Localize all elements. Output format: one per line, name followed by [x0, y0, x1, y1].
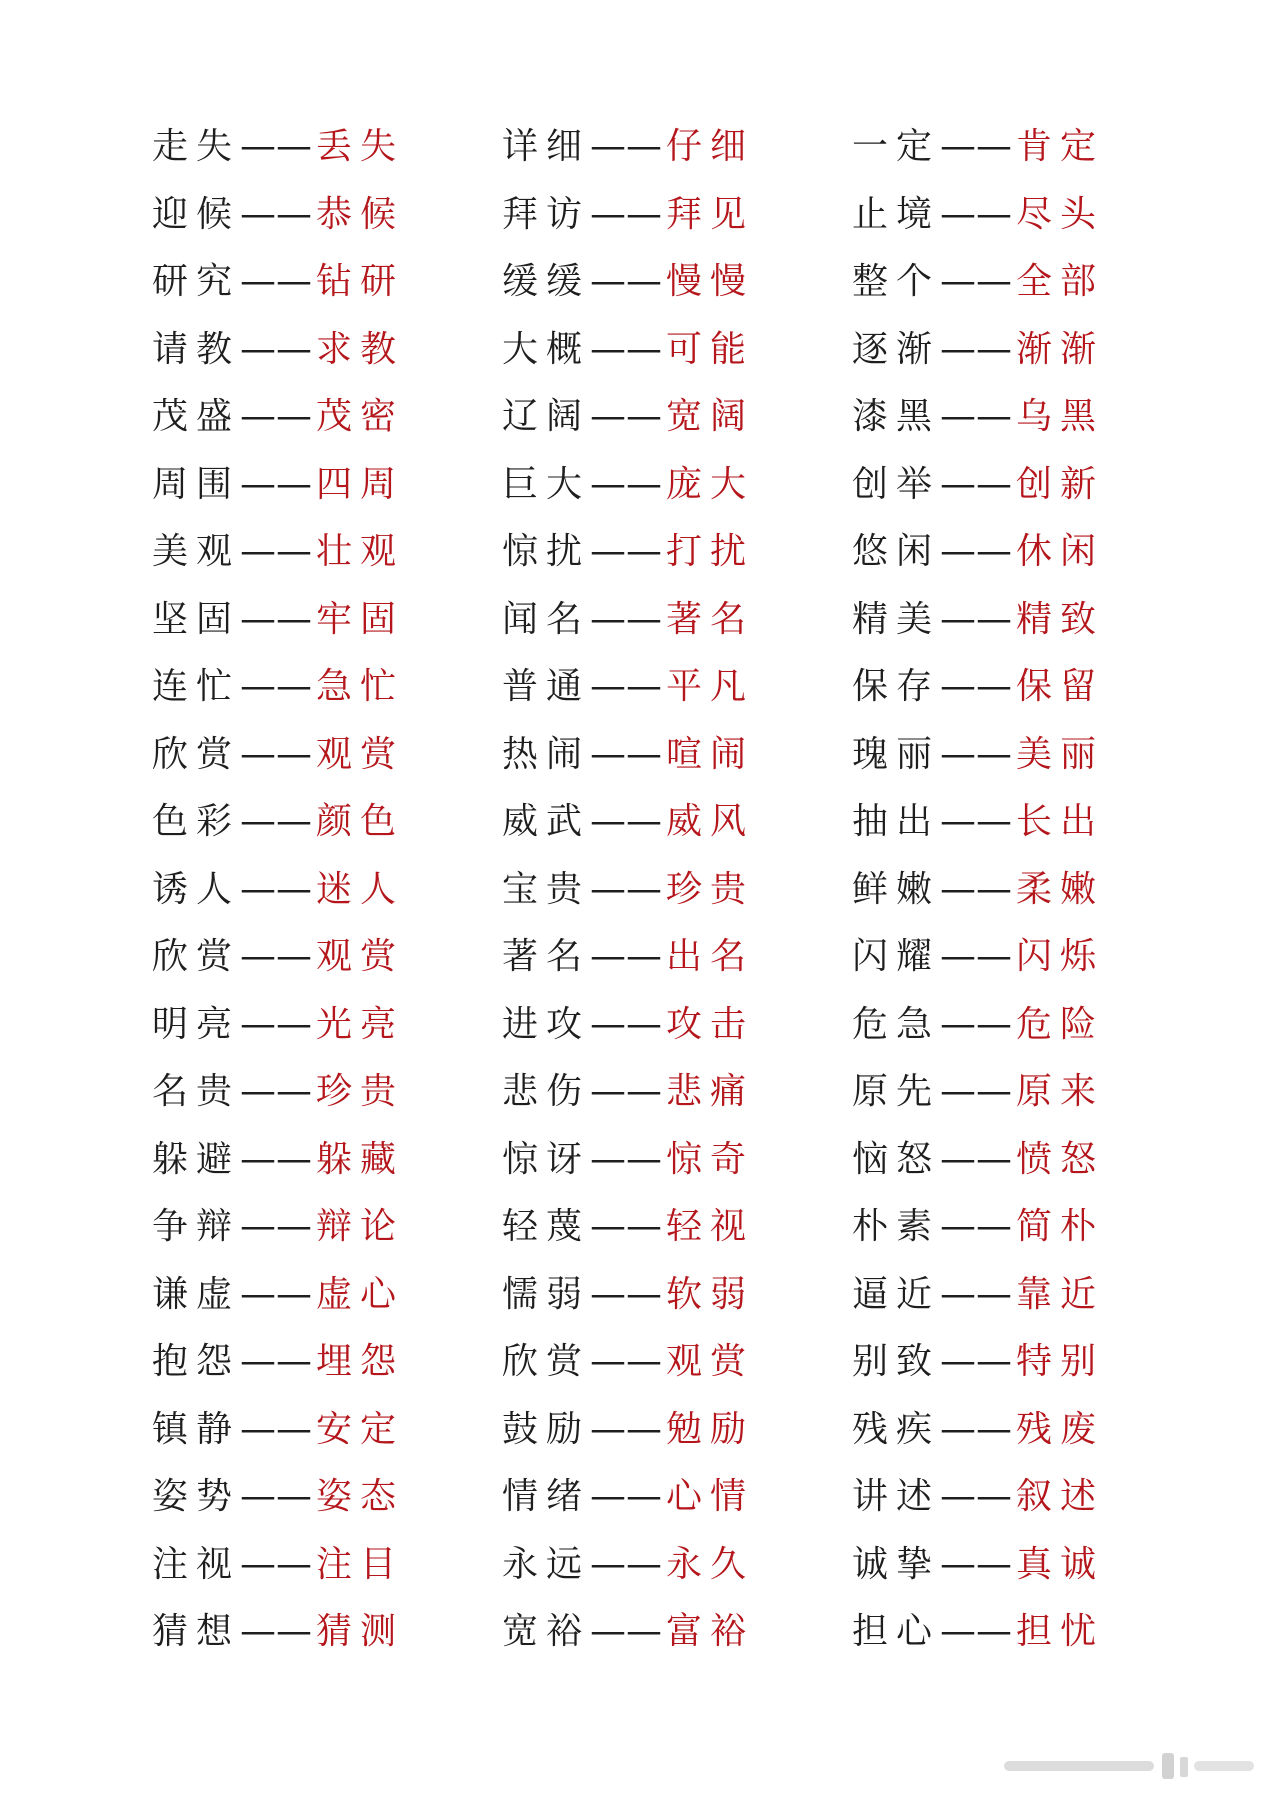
synonym-pair-row — [152, 721, 492, 789]
synonym-pair-row — [152, 316, 492, 384]
pair-dash: —— — [940, 531, 1013, 572]
synonym-word: 平凡 — [666, 666, 755, 707]
synonym-word: 壮观 — [316, 531, 405, 572]
synonym-word: 闪烁 — [1016, 936, 1105, 977]
pair-dash: —— — [240, 328, 313, 370]
synonym-word: 叙述 — [1016, 1476, 1105, 1517]
source-word: 明亮 — [152, 1003, 241, 1045]
synonym-word: 残废 — [1016, 1408, 1105, 1450]
synonym-word: 迷人 — [316, 868, 405, 910]
synonym-pair-row — [152, 788, 492, 856]
synonym-word: 观赏 — [666, 1341, 755, 1382]
synonym-word: 慢慢 — [666, 261, 755, 302]
synonym-word: 肯定 — [1016, 126, 1105, 167]
pair-dash: —— — [590, 193, 663, 235]
synonym-pair-row — [502, 1126, 842, 1194]
synonym-column-3 — [852, 113, 1192, 1666]
source-word: 逼近 — [852, 1273, 941, 1315]
pair-dash: —— — [240, 396, 313, 437]
synonym-word: 钻研 — [316, 261, 405, 302]
source-word: 恼怒 — [852, 1138, 941, 1180]
source-word: 危急 — [852, 1003, 941, 1045]
pair-dash: —— — [590, 126, 663, 167]
pair-dash: —— — [590, 733, 663, 775]
source-word: 悲伤 — [502, 1071, 591, 1112]
pair-dash: —— — [940, 1071, 1013, 1112]
source-word: 欣赏 — [152, 936, 241, 977]
source-word: 周围 — [152, 463, 241, 505]
source-word: 茂盛 — [152, 396, 241, 437]
pair-dash: —— — [240, 126, 313, 167]
synonym-word: 出名 — [666, 936, 755, 977]
source-word: 悠闲 — [852, 531, 941, 572]
synonym-pair-row — [502, 113, 842, 181]
synonym-word: 柔嫩 — [1016, 868, 1105, 910]
synonym-word: 原来 — [1016, 1071, 1105, 1112]
source-word: 美观 — [152, 531, 241, 572]
synonym-pair-row — [852, 856, 1192, 924]
pair-dash: —— — [590, 1071, 663, 1112]
synonym-pair-row — [502, 383, 842, 451]
source-word: 请教 — [152, 328, 241, 370]
synonym-pair-row — [152, 248, 492, 316]
synonym-pair-row — [152, 856, 492, 924]
synonym-pair-row — [152, 1193, 492, 1261]
source-word: 鼓励 — [502, 1408, 591, 1450]
pair-dash: —— — [940, 666, 1013, 707]
source-word: 瑰丽 — [852, 733, 941, 775]
synonym-word: 保留 — [1016, 666, 1105, 707]
synonym-pair-row — [852, 1328, 1192, 1396]
pair-dash: —— — [240, 1611, 313, 1652]
source-word: 巨大 — [502, 463, 591, 505]
synonym-column-1 — [152, 113, 492, 1666]
synonym-pair-row — [502, 856, 842, 924]
synonym-word: 靠近 — [1016, 1273, 1105, 1315]
synonym-word: 珍贵 — [666, 868, 755, 910]
synonym-word: 特别 — [1016, 1341, 1105, 1382]
source-word: 精美 — [852, 598, 941, 640]
synonym-pair-row — [852, 113, 1192, 181]
pair-dash: —— — [940, 328, 1013, 370]
synonym-pair-row — [152, 113, 492, 181]
synonym-pair-row — [502, 1261, 842, 1329]
source-word: 诱人 — [152, 868, 241, 910]
synonym-pair-row — [502, 248, 842, 316]
source-word: 朴素 — [852, 1206, 941, 1247]
synonym-word: 四周 — [316, 463, 405, 505]
synonym-pair-row — [152, 1463, 492, 1531]
pair-dash: —— — [590, 1476, 663, 1517]
source-word: 谦虚 — [152, 1273, 241, 1315]
synonym-word: 长出 — [1016, 801, 1105, 842]
pair-dash: —— — [590, 328, 663, 370]
source-word: 诚挚 — [852, 1543, 941, 1585]
synonym-word: 富裕 — [666, 1611, 755, 1652]
pair-dash: —— — [240, 868, 313, 910]
synonym-word: 惊奇 — [666, 1138, 755, 1180]
source-word: 争辩 — [152, 1206, 241, 1247]
synonym-pair-row — [152, 923, 492, 991]
synonym-word: 茂密 — [316, 396, 405, 437]
source-word: 坚固 — [152, 598, 241, 640]
pair-dash: —— — [240, 598, 313, 640]
pair-dash: —— — [590, 868, 663, 910]
pair-dash: —— — [590, 261, 663, 302]
synonym-pair-row — [152, 1261, 492, 1329]
source-word: 逐渐 — [852, 328, 941, 370]
synonym-pair-row — [852, 181, 1192, 249]
pair-dash: —— — [940, 463, 1013, 505]
synonym-pair-row — [852, 1193, 1192, 1261]
synonym-word: 轻视 — [666, 1206, 755, 1247]
pair-dash: —— — [590, 396, 663, 437]
synonym-pair-row — [852, 316, 1192, 384]
synonym-pair-row — [852, 1463, 1192, 1531]
synonym-word: 丢失 — [316, 126, 405, 167]
synonym-pair-row — [852, 1126, 1192, 1194]
source-word: 走失 — [152, 126, 241, 167]
pair-dash: —— — [240, 1071, 313, 1112]
pair-dash: —— — [940, 598, 1013, 640]
source-word: 详细 — [502, 126, 591, 167]
synonym-word: 宽阔 — [666, 396, 755, 437]
synonym-word: 虚心 — [316, 1273, 405, 1315]
source-word: 一定 — [852, 126, 941, 167]
synonym-pair-row — [852, 788, 1192, 856]
source-word: 永远 — [502, 1543, 591, 1585]
synonym-word: 愤怒 — [1016, 1138, 1105, 1180]
synonym-word: 危险 — [1016, 1003, 1105, 1045]
synonym-word: 尽头 — [1016, 193, 1105, 235]
synonym-word: 仔细 — [666, 126, 755, 167]
synonym-pair-row — [852, 721, 1192, 789]
synonym-word: 简朴 — [1016, 1206, 1105, 1247]
source-word: 懦弱 — [502, 1273, 591, 1315]
source-word: 著名 — [502, 936, 591, 977]
synonym-word: 精致 — [1016, 598, 1105, 640]
pair-dash: —— — [590, 1543, 663, 1585]
source-word: 威武 — [502, 801, 591, 842]
synonym-word: 埋怨 — [316, 1341, 405, 1382]
source-word: 创举 — [852, 463, 941, 505]
source-word: 研究 — [152, 261, 241, 302]
source-word: 惊讶 — [502, 1138, 591, 1180]
pair-dash: —— — [940, 1273, 1013, 1315]
pair-dash: —— — [590, 463, 663, 505]
source-word: 缓缓 — [502, 261, 591, 302]
synonym-pair-row — [152, 383, 492, 451]
synonym-pair-row — [152, 451, 492, 519]
pair-dash: —— — [940, 1138, 1013, 1180]
source-word: 大概 — [502, 328, 591, 370]
pair-dash: —— — [240, 733, 313, 775]
synonym-word: 躲藏 — [316, 1138, 405, 1180]
synonym-pair-row — [152, 653, 492, 721]
pair-dash: —— — [240, 1273, 313, 1315]
synonym-pair-row — [852, 653, 1192, 721]
pair-dash: —— — [590, 1003, 663, 1045]
synonym-word: 求教 — [316, 328, 405, 370]
pair-dash: —— — [940, 733, 1013, 775]
synonym-pair-row — [852, 991, 1192, 1059]
synonym-word: 创新 — [1016, 463, 1105, 505]
synonym-pair-row — [852, 1058, 1192, 1126]
synonym-pair-row — [502, 1463, 842, 1531]
synonym-word: 悲痛 — [666, 1071, 755, 1112]
pair-dash: —— — [940, 126, 1013, 167]
source-word: 闻名 — [502, 598, 591, 640]
synonym-word: 辩论 — [316, 1206, 405, 1247]
pair-dash: —— — [590, 531, 663, 572]
synonym-pair-row — [152, 1531, 492, 1599]
pair-dash: —— — [240, 193, 313, 235]
pair-dash: —— — [590, 801, 663, 842]
synonym-word: 心情 — [666, 1476, 755, 1517]
source-word: 保存 — [852, 666, 941, 707]
synonym-pair-row — [152, 518, 492, 586]
source-word: 整个 — [852, 261, 941, 302]
synonym-column-2 — [502, 113, 842, 1666]
synonym-pair-row — [502, 586, 842, 654]
pair-dash: —— — [240, 261, 313, 302]
pair-dash: —— — [940, 1206, 1013, 1247]
synonym-word: 渐渐 — [1016, 328, 1105, 370]
synonym-pair-row — [152, 1058, 492, 1126]
pair-dash: —— — [240, 531, 313, 572]
pair-dash: —— — [590, 1341, 663, 1382]
synonym-pair-row — [852, 518, 1192, 586]
source-word: 止境 — [852, 193, 941, 235]
pair-dash: —— — [240, 936, 313, 977]
synonym-pair-row — [852, 1261, 1192, 1329]
synonym-word: 猜测 — [316, 1611, 405, 1652]
source-word: 残疾 — [852, 1408, 941, 1450]
synonym-word: 观赏 — [316, 936, 405, 977]
pair-dash: —— — [940, 1543, 1013, 1585]
synonym-pair-row — [502, 991, 842, 1059]
synonym-pair-row — [502, 721, 842, 789]
synonym-word: 安定 — [316, 1408, 405, 1450]
pair-dash: —— — [240, 666, 313, 707]
source-word: 别致 — [852, 1341, 941, 1382]
source-word: 姿势 — [152, 1476, 241, 1517]
pair-dash: —— — [240, 1206, 313, 1247]
pair-dash: —— — [590, 598, 663, 640]
synonym-word: 急忙 — [316, 666, 405, 707]
source-word: 猜想 — [152, 1611, 241, 1652]
synonym-pair-row — [502, 1328, 842, 1396]
pair-dash: —— — [240, 1341, 313, 1382]
source-word: 躲避 — [152, 1138, 241, 1180]
pair-dash: —— — [240, 801, 313, 842]
source-word: 闪耀 — [852, 936, 941, 977]
pair-dash: —— — [590, 1206, 663, 1247]
synonym-pair-row — [502, 316, 842, 384]
synonym-pair-row — [852, 248, 1192, 316]
pair-dash: —— — [940, 868, 1013, 910]
source-word: 名贵 — [152, 1071, 241, 1112]
source-word: 情绪 — [502, 1476, 591, 1517]
synonym-pair-row — [852, 383, 1192, 451]
synonym-pair-row — [502, 1193, 842, 1261]
synonym-word: 担忧 — [1016, 1611, 1105, 1652]
pair-dash: —— — [940, 1476, 1013, 1517]
synonym-pair-row — [152, 1598, 492, 1666]
synonym-word: 可能 — [666, 328, 755, 370]
synonym-word: 休闲 — [1016, 531, 1105, 572]
source-word: 注视 — [152, 1543, 241, 1585]
synonym-pair-row — [852, 1598, 1192, 1666]
synonym-pair-row — [152, 1396, 492, 1464]
synonym-word: 攻击 — [666, 1003, 755, 1045]
synonym-word: 勉励 — [666, 1408, 755, 1450]
synonym-word: 乌黑 — [1016, 396, 1105, 437]
source-word: 鲜嫩 — [852, 868, 941, 910]
pair-dash: —— — [940, 1003, 1013, 1045]
pair-dash: —— — [940, 1408, 1013, 1450]
source-word: 普通 — [502, 666, 591, 707]
synonym-word: 永久 — [666, 1543, 755, 1585]
synonym-pair-row — [852, 586, 1192, 654]
source-word: 色彩 — [152, 801, 241, 842]
synonym-pair-row — [152, 181, 492, 249]
source-word: 惊扰 — [502, 531, 591, 572]
source-word: 讲述 — [852, 1476, 941, 1517]
pair-dash: —— — [940, 261, 1013, 302]
source-word: 欣赏 — [152, 733, 241, 775]
synonym-pair-row — [502, 653, 842, 721]
synonym-pair-row — [852, 923, 1192, 991]
pair-dash: —— — [590, 1273, 663, 1315]
synonym-word: 软弱 — [666, 1273, 755, 1315]
source-word: 镇静 — [152, 1408, 241, 1450]
pair-dash: —— — [240, 1408, 313, 1450]
pair-dash: —— — [940, 1341, 1013, 1382]
pair-dash: —— — [240, 1138, 313, 1180]
source-word: 宝贵 — [502, 868, 591, 910]
pair-dash: —— — [240, 1003, 313, 1045]
source-word: 原先 — [852, 1071, 941, 1112]
synonym-word: 观赏 — [316, 733, 405, 775]
watermark-logo-icon — [1002, 1751, 1258, 1781]
pair-dash: —— — [240, 463, 313, 505]
synonym-pair-row — [502, 1058, 842, 1126]
synonym-word: 拜见 — [666, 193, 755, 235]
synonym-word: 威风 — [666, 801, 755, 842]
source-word: 拜访 — [502, 193, 591, 235]
synonym-pair-row — [852, 451, 1192, 519]
synonym-pair-row — [502, 518, 842, 586]
pair-dash: —— — [590, 1408, 663, 1450]
pair-dash: —— — [940, 801, 1013, 842]
pair-dash: —— — [940, 936, 1013, 977]
pair-dash: —— — [940, 396, 1013, 437]
source-word: 热闹 — [502, 733, 591, 775]
synonym-pair-row — [502, 788, 842, 856]
source-word: 进攻 — [502, 1003, 591, 1045]
synonym-pair-row — [502, 1531, 842, 1599]
synonym-pair-row — [502, 1396, 842, 1464]
synonym-word: 真诚 — [1016, 1543, 1105, 1585]
source-word: 担心 — [852, 1611, 941, 1652]
synonym-pair-row — [152, 1126, 492, 1194]
synonym-pair-row — [502, 181, 842, 249]
synonym-pair-row — [152, 991, 492, 1059]
pair-dash: —— — [590, 666, 663, 707]
synonym-word: 姿态 — [316, 1476, 405, 1517]
pair-dash: —— — [940, 193, 1013, 235]
synonym-pair-row — [152, 586, 492, 654]
pair-dash: —— — [590, 1611, 663, 1652]
source-word: 欣赏 — [502, 1341, 591, 1382]
synonym-pair-row — [502, 451, 842, 519]
synonym-word: 牢固 — [316, 598, 405, 640]
source-word: 宽裕 — [502, 1611, 591, 1652]
source-word: 抽出 — [852, 801, 941, 842]
source-word: 漆黑 — [852, 396, 941, 437]
pair-dash: —— — [940, 1611, 1013, 1652]
synonym-word: 光亮 — [316, 1003, 405, 1045]
pair-dash: —— — [590, 936, 663, 977]
synonym-word: 恭候 — [316, 193, 405, 235]
synonym-pair-row — [852, 1396, 1192, 1464]
synonym-pair-row — [502, 923, 842, 991]
synonym-pair-row — [852, 1531, 1192, 1599]
synonym-word: 珍贵 — [316, 1071, 405, 1112]
synonym-word: 美丽 — [1016, 733, 1105, 775]
pair-dash: —— — [590, 1138, 663, 1180]
source-word: 连忙 — [152, 666, 241, 707]
pair-dash: —— — [240, 1543, 313, 1585]
source-word: 辽阔 — [502, 396, 591, 437]
pair-dash: —— — [240, 1476, 313, 1517]
synonym-word: 颜色 — [316, 801, 405, 842]
synonym-word: 著名 — [666, 598, 755, 640]
source-word: 轻蔑 — [502, 1206, 591, 1247]
synonym-word: 喧闹 — [666, 733, 755, 775]
synonym-word: 全部 — [1016, 261, 1105, 302]
synonym-word: 打扰 — [666, 531, 755, 572]
source-word: 迎候 — [152, 193, 241, 235]
source-word: 抱怨 — [152, 1341, 241, 1382]
synonym-pair-row — [502, 1598, 842, 1666]
synonym-pair-row — [152, 1328, 492, 1396]
synonym-word: 庞大 — [666, 463, 755, 505]
synonym-word: 注目 — [316, 1543, 405, 1585]
